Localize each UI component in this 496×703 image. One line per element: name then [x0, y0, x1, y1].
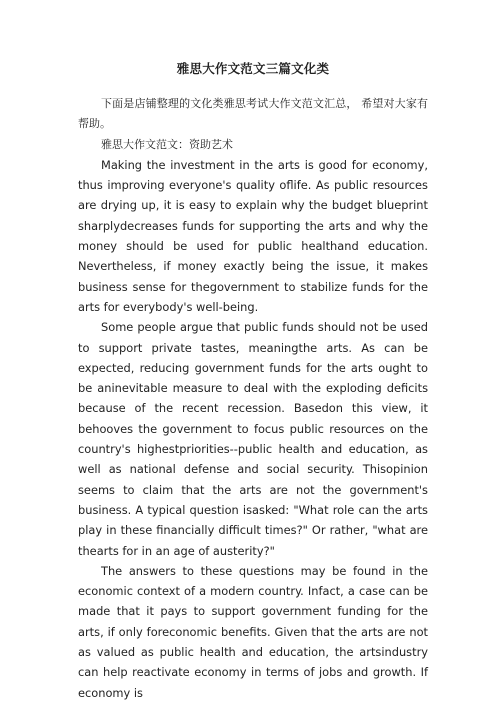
section-heading: 雅思大作文范文：资助艺术 [101, 137, 233, 151]
intro-paragraph: 下面是店铺整理的文化类雅思考试大作文范文汇总， 希望对大家有帮助。 [78, 97, 428, 131]
document-page [78, 60, 428, 703]
document-title: 雅思大作文范文三篇文化类 [176, 61, 330, 76]
body-paragraph-3: The answers to these questions may be found in the economic context of a modern country. Infact, a case can be made that it pays to support government funding for the arts, if only foreconomic benefits. Given that the arts are not as valued as public health and education, the artsindustry can help reactivate economy in terms of jobs and growth. If economy is [78, 563, 428, 700]
body-paragraph-2: Some people argue that public funds should not be used to support private tastes, meaningthe arts. As can be expected, reducing government funds for the arts ought to be aninevitable measure to deal with the exploding deficits because of the recent recession. Basedon this view, it behooves the government to focus public resources on the country's highestpriorities--public health and education, as well as national defense and social security. Thisopinion seems to claim that the arts are not the government's business. A typical question isasked: "What role can the arts play in these financially difficult times?" Or rather, "what are thearts for in an age of austerity?" [78, 320, 428, 558]
body-paragraph-1: Making the investment in the arts is good for economy, thus improving everyone's quality oflife. As public resources are drying up, it is easy to explain why the budget blueprint sharplydecreases funds for supporting the arts and why the money should be used for public healthand education. Nevertheless, if money exactly being the issue, it makes business sense for thegovernment to stabilize funds for the arts for everybody's well-being. [78, 157, 428, 314]
